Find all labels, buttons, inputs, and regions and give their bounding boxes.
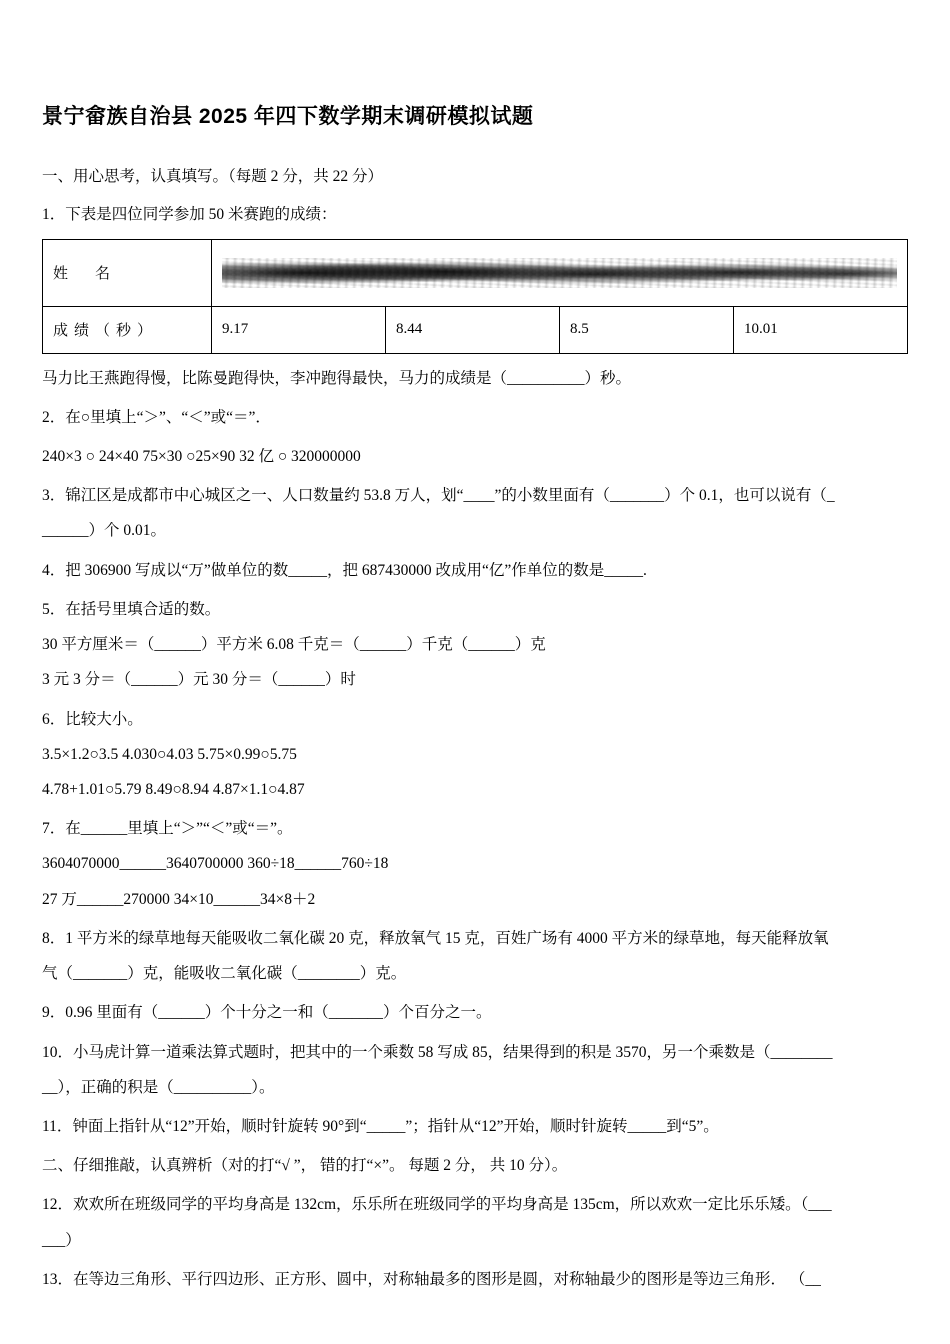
question-13: 13．在等边三角形、平行四边形、正方形、圆中，对称轴最多的图形是圆，对称轴最少的图形是等边三角形． （__ bbox=[42, 1270, 821, 1288]
score-table bbox=[42, 239, 908, 354]
question-8-cont: 气（_______）克，能吸收二氧化碳（________）克。 bbox=[42, 965, 407, 983]
question-10: 10．小马虎计算一道乘法算式题时，把其中的一个乘数 58 写成 85，结果得到的积是 3570，另一个乘数是（________ bbox=[42, 1043, 833, 1061]
page-title: 景宁畲族自治县 2025 年四下数学期末调研模拟试题 bbox=[42, 105, 534, 128]
question-1-stem: 1．下表是四位同学参加 50 米赛跑的成绩： bbox=[42, 206, 337, 224]
question-2-line1: 2．在○里填上“＞”、“＜”或“＝”． bbox=[42, 408, 271, 426]
table-header-score: 成绩（秒） bbox=[43, 306, 212, 353]
section-heading-2: 二、仔细推敲，认真辨析（对的打“√ ”， 错的打“×”。 每题 2 分， 共 10 分）。 bbox=[42, 1157, 568, 1175]
question-2-line2: 240×3 ○ 24×40 75×30 ○25×90 32 亿 ○ 320000000 bbox=[42, 448, 361, 465]
table-header-name: 姓 名 bbox=[43, 239, 212, 306]
question-11: 11．钟面上指针从“12”开始，顺时针旋转 90°到“_____”；指针从“12”开始，顺时针旋转_____到“5”。 bbox=[42, 1117, 719, 1135]
question-10-cont: __），正确的积是（__________）。 bbox=[42, 1078, 275, 1096]
question-7: 7．在______里填上“＞”“＜”或“＝”。 bbox=[42, 820, 293, 838]
table-cell-score: 8.44 bbox=[386, 306, 560, 353]
table-cell-score: 9.17 bbox=[212, 306, 386, 353]
question-3-cont: ______）个 0.01。 bbox=[42, 522, 167, 540]
question-6-line1: 3.5×1.2○3.5 4.030○4.03 5.75×0.99○5.75 bbox=[42, 745, 297, 763]
question-5: 5．在括号里填合适的数。 bbox=[42, 600, 221, 618]
question-12: 12．欢欢所在班级同学的平均身高是 132cm，乐乐所在班级同学的平均身高是 135cm，所以欢欢一定比乐乐矮。（___ bbox=[42, 1196, 832, 1214]
question-1-tail: 马力比王燕跑得慢，比陈曼跑得快，李冲跑得最快，马力的成绩是（__________）秒。 bbox=[42, 369, 632, 387]
table-cell-smudged-names bbox=[212, 239, 908, 306]
question-7-line2: 27 万______270000 34×10______34×8＋2 bbox=[42, 890, 316, 908]
question-6: 6．比较大小。 bbox=[42, 710, 143, 728]
question-5-line1: 30 平方厘米＝（______）平方米 6.08 千克＝（______）千克（______）克 bbox=[42, 636, 546, 654]
question-5-line2: 3 元 3 分＝（______）元 30 分＝（______）时 bbox=[42, 671, 356, 689]
question-7-line1: 3604070000______3640700000 360÷18______760÷18 bbox=[42, 855, 389, 873]
table-row bbox=[43, 306, 908, 353]
table-row bbox=[43, 239, 908, 306]
question-3: 3．锦江区是成都市中心城区之一、人口数量约 53.8 万人，划“____”的小数里面有（_______）个 0.1，也可以说有（_ bbox=[42, 487, 835, 505]
question-9: 9．0.96 里面有（______）个十分之一和（_______）个百分之一。 bbox=[42, 1004, 492, 1022]
table-cell-score: 10.01 bbox=[734, 306, 908, 353]
section-heading-1: 一、用心思考，认真填写。（每题 2 分，共 22 分） bbox=[42, 168, 384, 185]
question-12-cont: ___） bbox=[42, 1231, 81, 1249]
question-8: 8．1 平方米的绿草地每天能吸收二氧化碳 20 克，释放氧气 15 克，百姓广场有 4000 平方米的绿草地，每天能释放氧 bbox=[42, 929, 829, 947]
question-4: 4．把 306900 写成以“万”做单位的数_____，把 687430000 改成用“亿”作单位的数是_____. bbox=[42, 561, 647, 579]
question-6-line2: 4.78+1.01○5.79 8.49○8.94 4.87×1.1○4.87 bbox=[42, 780, 305, 798]
table-cell-score: 8.5 bbox=[560, 306, 734, 353]
smudge-overlay bbox=[222, 258, 897, 288]
